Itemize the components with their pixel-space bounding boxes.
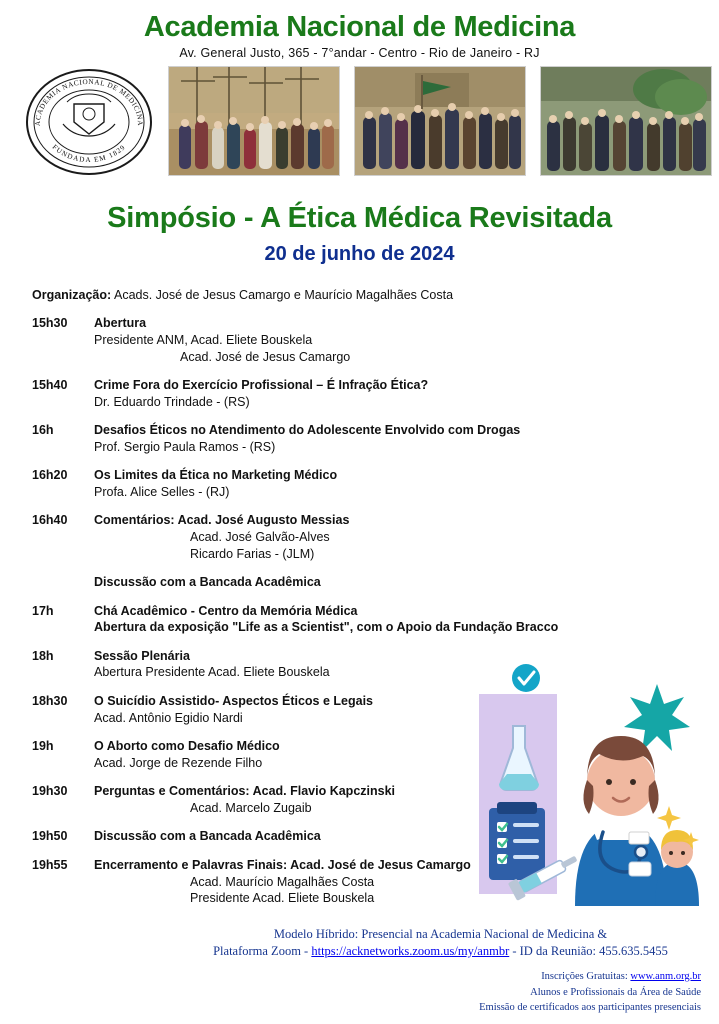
program-time <box>32 575 94 591</box>
footer-registration-label: Inscrições Gratuitas: <box>541 970 631 982</box>
historic-photo-2 <box>354 66 526 176</box>
program-time: 16h <box>32 423 54 438</box>
organization-line <box>32 288 719 302</box>
historic-photo-3 <box>540 66 712 176</box>
organization-value: Acads. José de Jesus Camargo e Maurício Magalhães Costa <box>113 288 454 303</box>
program-detail: Acad. Antônio Egidio Nardi <box>94 710 243 725</box>
header-photos <box>168 66 712 176</box>
footer-certificates: Emissão de certificados aos participantes presenciais <box>479 1002 701 1014</box>
program-detail: Prof. Sergio Paula Ramos - (RS) <box>94 439 276 454</box>
doctor-illustration <box>479 656 709 906</box>
program-time: 16h40 <box>32 513 68 528</box>
program-detail: Dr. Eduardo Trindade - (RS) <box>94 394 250 409</box>
zoom-link[interactable]: https://acknetworks.zoom.us/my/anmbr <box>311 943 510 958</box>
program-time: 18h30 <box>32 693 68 708</box>
program-title: Desafios Éticos no Atendimento do Adolescente Envolvido com Drogas <box>94 423 521 438</box>
program-title: Sessão Plenária <box>94 648 190 663</box>
footer-audience: Alunos e Profissionais da Área de Saúde <box>530 986 701 998</box>
program-detail: Acad. Jorge de Rezende Filho <box>94 755 263 770</box>
event-title: Simpósio - A Ética Médica Revisitada <box>107 202 612 235</box>
program-item <box>32 423 672 455</box>
program-detail: Acad. Marcelo Zugaib <box>190 800 312 815</box>
program-item <box>32 575 672 591</box>
program-detail: Abertura Presidente Acad. Eliete Bouskela <box>94 665 330 680</box>
program-time: 15h30 <box>32 316 68 331</box>
program-title: O Aborto como Desafio Médico <box>94 739 280 754</box>
program-item <box>32 513 672 562</box>
program-title: Chá Acadêmico - Centro da Memória Médica <box>94 603 358 618</box>
footer-notes <box>0 969 701 1016</box>
event-date: 20 de junho de 2024 <box>264 243 455 266</box>
footer-zoom-line <box>0 944 701 959</box>
program-detail: Presidente ANM, Acad. Eliete Bouskela <box>94 333 313 348</box>
program-detail: Abertura da exposição "Life as a Scientist", com o Apoio da Fundação Bracco <box>94 620 559 635</box>
program-title: Discussão com a Bancada Acadêmica <box>94 575 321 590</box>
program-time: 17h <box>32 603 54 618</box>
program-item <box>32 468 672 500</box>
svg-text:ACADEMIA NACIONAL DE MEDICINA: ACADEMIA NACIONAL DE MEDICINA <box>33 78 145 127</box>
program-time: 19h50 <box>32 829 68 844</box>
program-time: 19h30 <box>32 784 68 799</box>
program-time: 16h20 <box>32 468 68 483</box>
svg-text:FUNDADA EM 1829: FUNDADA EM 1829 <box>50 143 128 165</box>
header-banner <box>0 68 719 180</box>
doctor-figure <box>575 736 667 906</box>
program-time: 18h <box>32 648 54 663</box>
historic-photo-1 <box>168 66 340 176</box>
program-title: Abertura <box>94 316 147 331</box>
program-time: 19h55 <box>32 857 68 872</box>
program-title: O Suicídio Assistido- Aspectos Éticos e Legais <box>94 693 374 708</box>
program-item <box>32 604 672 636</box>
program-title: Perguntas e Comentários: Acad. Flavio Kapczinski <box>94 784 396 799</box>
organization-address: Av. General Justo, 365 - 7°andar - Centro - Rio de Janeiro - RJ <box>179 46 540 61</box>
program-title: Encerramento e Palavras Finais: Acad. José de Jesus Camargo <box>94 857 471 872</box>
registration-link[interactable]: www.anm.org.br <box>630 970 701 982</box>
footer-zoom-suffix: - ID da Reunião: 455.635.5455 <box>509 943 668 958</box>
program-title: Crime Fora do Exercício Profissional – É Infração Ética? <box>94 378 429 393</box>
program-title: Comentários: Acad. José Augusto Messias <box>94 513 350 528</box>
footer <box>0 927 719 1016</box>
footer-zoom-prefix: Plataforma Zoom - <box>213 943 312 958</box>
program-item <box>32 378 672 410</box>
footer-mode: Modelo Híbrido: Presencial na Academia Nacional de Medicina & <box>273 926 608 941</box>
program-title: Os Limites da Ética no Marketing Médico <box>94 468 338 483</box>
footer-registration <box>0 969 701 985</box>
program-time: 19h <box>32 739 54 754</box>
program-detail: Acad. José de Jesus Camargo <box>180 349 351 364</box>
program-detail: Acad. José Galvão-Alves <box>190 530 330 545</box>
program-detail: Profa. Alice Selles - (RJ) <box>94 484 230 499</box>
program-detail: Acad. Maurício Magalhães Costa <box>190 874 375 889</box>
program-detail: Presidente Acad. Eliete Bouskela <box>190 891 375 906</box>
program-item <box>32 316 672 365</box>
organization-label: Organização: <box>32 288 112 303</box>
organization-title: Academia Nacional de Medicina <box>143 11 576 43</box>
program-time: 15h40 <box>32 378 68 393</box>
program-title: Discussão com a Bancada Acadêmica <box>94 829 321 844</box>
program-detail: Ricardo Farias - (JLM) <box>190 546 315 561</box>
academy-seal-icon <box>18 66 160 178</box>
